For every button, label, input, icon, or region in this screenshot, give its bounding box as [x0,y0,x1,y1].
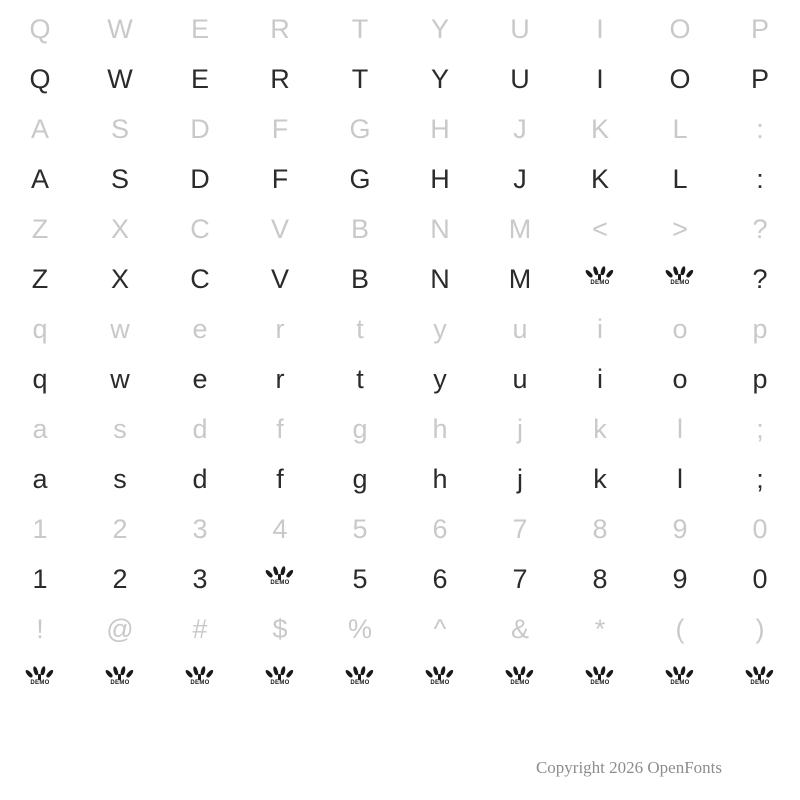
glyph-cell: I [596,63,604,94]
glyph-cell: A [30,113,49,144]
leaf-cluster-icon [267,566,293,581]
glyph-cell: H [430,163,450,194]
glyph-cell: g [352,463,368,494]
demo-watermark-label: DEMO [110,680,130,686]
glyph-cell: G [349,113,371,144]
glyph-cell: O [669,13,691,44]
glyph-cell: P [750,13,769,44]
leaf-cluster-icon [27,666,53,681]
leaf-cluster-icon [347,666,373,681]
demo-watermark-icon-glyph [347,666,373,692]
glyph-cell: V [270,213,289,244]
demo-watermark-icon-glyph [267,566,293,592]
glyph-cell: p [752,313,768,344]
demo-watermark-label: DEMO [590,280,610,286]
glyph-cell: K [590,113,609,144]
glyph-cell: E [190,63,209,94]
glyph-cell: C [190,263,210,294]
glyph-cell: 7 [512,513,528,544]
glyph-cell: p [752,363,768,394]
copyright-notice: Copyright 2026 OpenFonts [535,758,722,777]
glyph-row [0,204,800,254]
glyph-cell: j [517,463,523,494]
glyph-cell: h [432,463,448,494]
glyph-cell: 8 [592,563,608,594]
glyph-cell: Q [29,63,51,94]
glyph-cell: D [190,163,210,194]
glyph-cell: 5 [352,563,368,594]
glyph-row [0,54,800,104]
glyph-cell: 9 [672,513,688,544]
leaf-cluster-icon [667,266,693,281]
glyph-cell: R [270,13,290,44]
glyph-cell: q [32,313,48,344]
glyph-cell: ( [675,613,685,644]
glyph-cell: i [597,313,603,344]
demo-watermark-icon-glyph [587,266,613,292]
glyph-cell: o [672,313,688,344]
demo-watermark-icon [480,654,560,704]
glyph-row [0,554,800,604]
leaf-cluster-icon [507,666,533,681]
glyph-cell: s [113,463,127,494]
demo-watermark-label: DEMO [270,580,290,586]
demo-watermark-icon [720,654,800,704]
leaf-cluster-icon [587,666,613,681]
glyph-cell: ? [752,213,768,244]
demo-watermark-label: DEMO [190,680,210,686]
glyph-cell: @ [106,613,134,644]
glyph-cell: y [433,363,447,394]
demo-watermark-icon-glyph [667,666,693,692]
demo-watermark-icon [640,254,720,304]
glyph-cell: H [430,113,450,144]
glyph-cell: S [110,113,129,144]
demo-watermark-icon [240,654,320,704]
glyph-cell: : [756,113,764,144]
demo-watermark-icon [400,654,480,704]
glyph-cell: u [512,313,528,344]
demo-watermark-icon-glyph [187,666,213,692]
glyph-cell: d [192,413,208,444]
glyph-cell: M [508,213,532,244]
demo-watermark-icon [160,654,240,704]
glyph-row [0,4,800,54]
leaf-cluster-icon [187,666,213,681]
leaf-cluster-icon [107,666,133,681]
demo-watermark-label: DEMO [270,680,290,686]
glyph-cell: & [510,613,529,644]
demo-watermark-icon-glyph [267,666,293,692]
demo-watermark-label: DEMO [430,680,450,686]
glyph-cell: % [347,613,372,644]
glyph-cell: Z [31,213,49,244]
demo-watermark-label: DEMO [590,680,610,686]
glyph-cell: D [190,113,210,144]
glyph-cell: : [756,163,764,194]
glyph-cell: 6 [432,513,448,544]
glyph-cell: F [271,113,289,144]
glyph-cell: f [276,463,284,494]
glyph-cell: F [271,163,289,194]
glyph-cell: X [110,213,129,244]
glyph-cell: g [352,413,368,444]
glyph-cell: a [32,413,48,444]
glyph-cell: ? [752,263,768,294]
glyph-cell: h [432,413,448,444]
glyph-cell: 9 [672,563,688,594]
glyph-cell: e [192,363,208,394]
glyph-cell: S [110,163,129,194]
glyph-cell: u [512,363,528,394]
glyph-cell: U [510,13,530,44]
glyph-cell: y [433,313,447,344]
leaf-cluster-icon [267,666,293,681]
glyph-cell: 6 [432,563,448,594]
demo-watermark-label: DEMO [510,680,530,686]
demo-watermark-icon-glyph [507,666,533,692]
glyph-cell: 3 [192,513,208,544]
glyph-cell: J [513,163,527,194]
leaf-cluster-icon [747,666,773,681]
leaf-cluster-icon [587,266,613,281]
demo-watermark-icon [80,654,160,704]
glyph-row [0,354,800,404]
leaf-cluster-icon [667,666,693,681]
glyph-cell: r [275,313,285,344]
demo-watermark-icon-glyph [667,266,693,292]
glyph-cell: Q [29,13,51,44]
glyph-cell: K [590,163,609,194]
glyph-cell: r [275,363,285,394]
demo-watermark-icon [640,654,720,704]
glyph-cell: 5 [352,513,368,544]
glyph-cell: 0 [752,513,768,544]
glyph-cell: j [517,413,523,444]
glyph-cell: ! [36,613,44,644]
glyph-cell: ; [756,463,764,494]
glyph-row [0,654,800,704]
glyph-cell: 7 [512,563,528,594]
glyph-cell: R [270,63,290,94]
glyph-cell: 3 [192,563,208,594]
glyph-cell: C [190,213,210,244]
glyph-cell: N [430,263,450,294]
glyph-cell: 1 [32,513,48,544]
glyph-cell: 2 [112,513,128,544]
demo-watermark-label: DEMO [750,680,770,686]
demo-watermark-icon-glyph [747,666,773,692]
glyph-cell: 4 [272,513,288,544]
glyph-cell: o [672,363,688,394]
glyph-cell: t [356,363,364,394]
glyph-cell: e [192,313,208,344]
glyph-cell: $ [272,613,288,644]
demo-watermark-icon-glyph [27,666,53,692]
glyph-cell: q [32,363,48,394]
glyph-cell: B [350,213,369,244]
glyph-cell: J [513,113,527,144]
glyph-cell: 2 [112,563,128,594]
glyph-cell: l [677,463,683,494]
demo-watermark-label: DEMO [30,680,50,686]
glyph-row [0,104,800,154]
glyph-cell: Z [31,263,49,294]
glyph-cell: A [30,163,49,194]
glyph-cell: t [356,313,364,344]
glyph-cell: W [107,63,133,94]
glyph-cell: U [510,63,530,94]
glyph-cell: I [596,13,604,44]
glyph-cell: B [350,263,369,294]
demo-watermark-label: DEMO [670,680,690,686]
glyph-cell: N [430,213,450,244]
glyph-cell: 8 [592,513,608,544]
glyph-cell: G [349,163,371,194]
demo-watermark-icon [0,654,80,704]
glyph-cell: > [672,213,688,244]
glyph-row [0,404,800,454]
glyph-cell: T [351,63,369,94]
demo-watermark-icon [320,654,400,704]
glyph-cell: 1 [32,563,48,594]
glyph-cell: ) [755,613,765,644]
glyph-cell: X [110,263,129,294]
glyph-row [0,304,800,354]
glyph-cell: l [677,413,683,444]
glyph-cell: O [669,63,691,94]
glyph-cell: P [750,63,769,94]
demo-watermark-icon-glyph [587,666,613,692]
glyph-cell: # [192,613,208,644]
glyph-cell: ^ [433,613,447,644]
glyph-cell: E [190,13,209,44]
demo-watermark-icon [240,554,320,604]
glyph-cell: 0 [752,563,768,594]
glyph-cell: a [32,463,48,494]
glyph-row [0,254,800,304]
glyph-row [0,604,800,654]
glyph-cell: s [113,413,127,444]
demo-watermark-icon-glyph [107,666,133,692]
glyph-cell: L [672,113,688,144]
glyph-cell: f [276,413,284,444]
demo-watermark-label: DEMO [670,280,690,286]
glyph-cell: M [508,263,532,294]
glyph-cell: i [597,363,603,394]
glyph-row [0,154,800,204]
leaf-cluster-icon [427,666,453,681]
glyph-cell: T [351,13,369,44]
glyph-row [0,504,800,554]
glyph-cell: L [672,163,688,194]
demo-watermark-icon-glyph [427,666,453,692]
glyph-cell: W [107,13,133,44]
glyph-cell: k [593,463,607,494]
glyph-cell: w [110,313,130,344]
glyph-row [0,454,800,504]
glyph-cell: ; [756,413,764,444]
glyph-cell: V [270,263,289,294]
glyph-cell: * [594,613,606,644]
glyph-cell: k [593,413,607,444]
glyph-cell: Y [430,13,449,44]
glyph-cell: w [110,363,130,394]
glyph-cell: d [192,463,208,494]
demo-watermark-icon [560,654,640,704]
glyph-cell: < [592,213,608,244]
demo-watermark-label: DEMO [350,680,370,686]
demo-watermark-icon [560,254,640,304]
glyph-cell: Y [430,63,449,94]
